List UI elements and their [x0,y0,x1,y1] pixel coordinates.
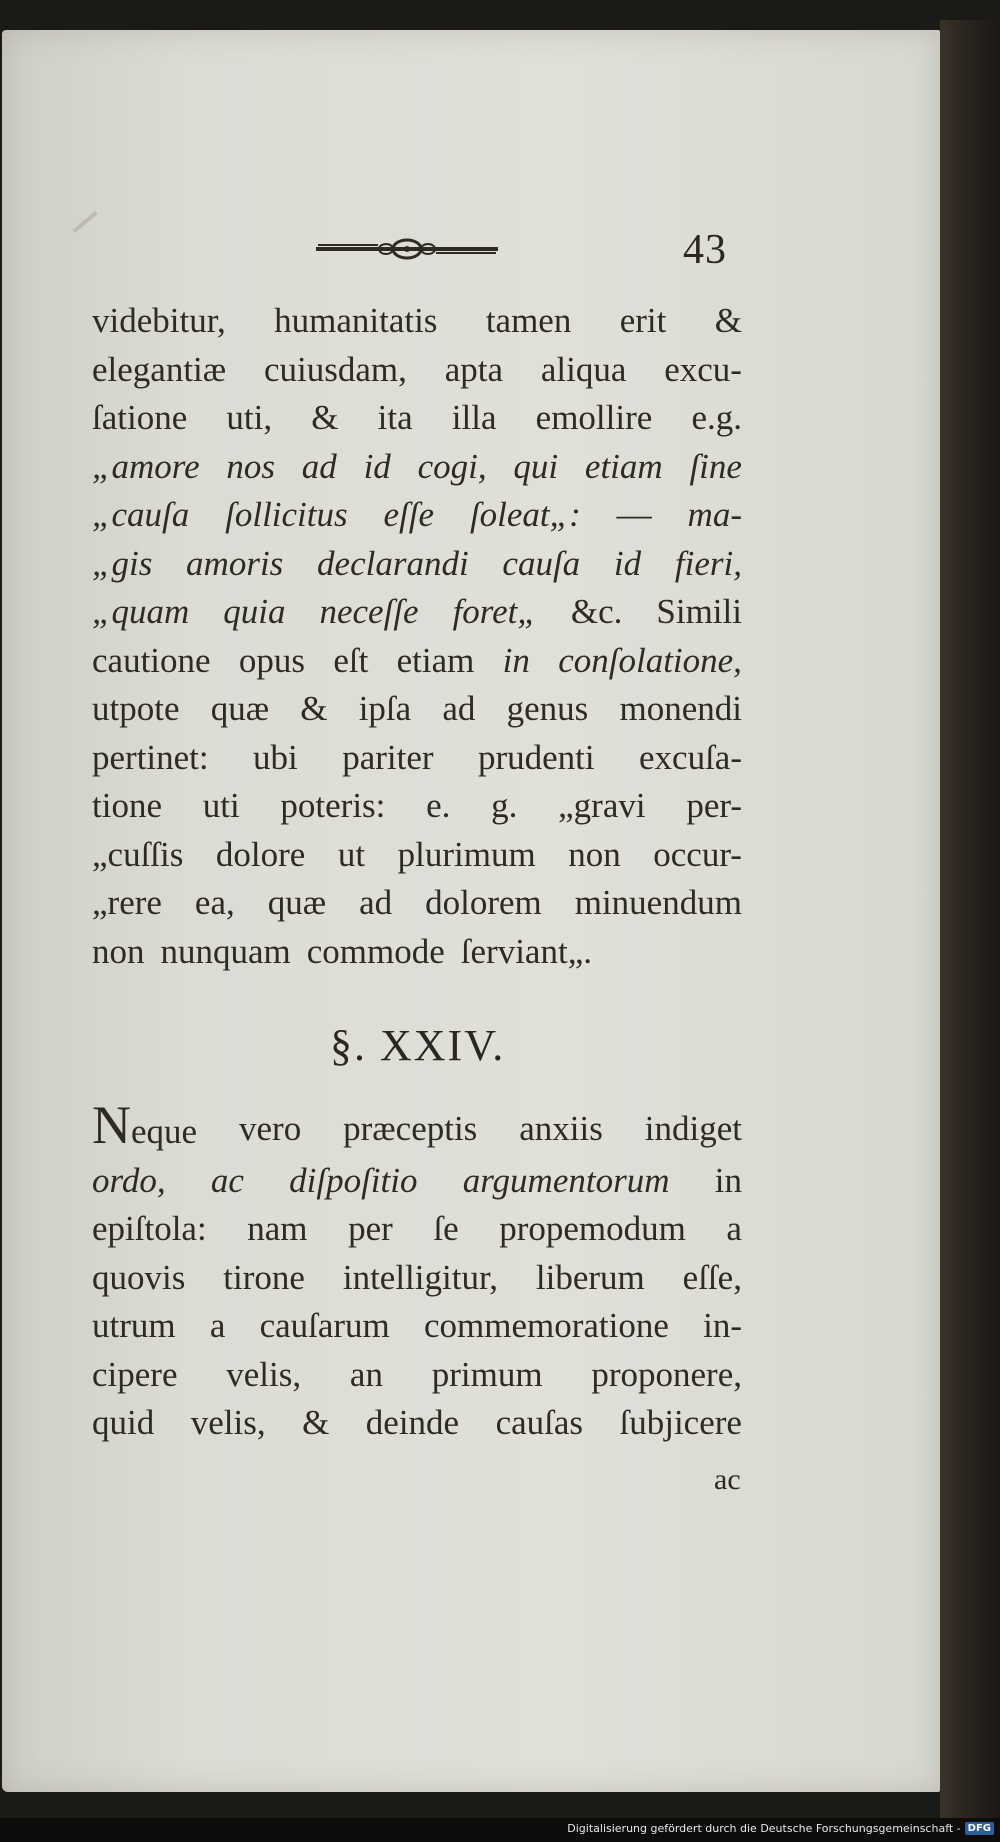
word: — [616,495,652,534]
text-line [92,1399,742,1448]
word: poteris: [280,786,386,825]
word: fieri, [674,543,742,583]
footer-credit [567,1822,994,1835]
word: uti, [226,398,273,437]
word: g. [491,786,518,825]
word: vero [239,1109,302,1148]
word: ordo, [92,1160,166,1200]
word: occur- [653,834,742,874]
word: etiam [584,446,663,486]
word: e.g. [691,398,742,437]
word: minuendum [574,883,742,922]
text-line [92,1351,742,1400]
text-line [92,443,742,492]
paragraph-1 [92,297,742,976]
word: cipere [92,1354,178,1394]
word: &c. [570,592,623,631]
word: liberum [535,1257,645,1297]
text-line [92,1302,742,1351]
word: declarandi [317,543,469,583]
text-line [92,297,742,346]
word: in [714,1160,742,1200]
word: nunquam [160,931,291,971]
page-number: 43 [683,227,727,273]
text-line [92,491,742,540]
text-line [92,1095,742,1157]
word: argumentorum [462,1160,670,1200]
word: ea, [194,883,235,922]
word: apta [444,349,503,389]
word: videbitur, [92,301,226,340]
text-line [92,540,742,589]
text-line [92,928,742,977]
word: ad [442,689,476,728]
dfg-logo: DFG [965,1822,994,1835]
word: tirone [223,1257,305,1297]
text-line [92,394,742,443]
word: quæ [210,689,270,728]
word: & [302,1403,330,1442]
text-line [92,1157,742,1206]
word: eſſe [383,495,435,534]
dropcap-word [92,1095,198,1157]
word: humanitatis [274,301,438,340]
text-line [92,588,742,637]
word: velis, [226,1354,302,1394]
word: & [300,689,328,728]
word: aliqua [540,349,627,389]
word: præceptis [343,1109,478,1148]
word: „gis [92,543,153,583]
word: ſerviant„. [460,931,592,971]
word: in [502,640,530,680]
word: cauſas [495,1403,584,1442]
word: a [726,1209,742,1248]
word: ut [337,834,366,874]
word: neceſſe [319,592,419,631]
word: foret„ [452,592,537,631]
book-edge [940,20,1000,1820]
word: intelligitur, [342,1257,498,1297]
text-line [92,782,742,831]
word: plurimum [397,834,536,874]
word: erit [619,301,667,340]
word: & [311,398,339,437]
word: cauſa [502,543,581,583]
word: ſatione [92,398,188,437]
word: tamen [485,301,572,340]
word: cautione [92,640,211,680]
word: tione [92,786,162,825]
word: a [209,1306,226,1345]
word: ſe [433,1209,459,1248]
word: ubi [253,737,298,777]
text-line [92,879,742,928]
word: quia [223,592,286,631]
word: ad [359,883,393,922]
word: ac [210,1160,244,1200]
word: dolore [215,834,306,874]
word: prudenti [477,737,595,777]
word: indiget [644,1109,742,1148]
word: „rere [92,883,162,922]
word: ſine [689,446,742,486]
word: e. [426,786,451,825]
word: epiſtola: [92,1209,207,1248]
word: quovis [92,1257,186,1297]
word: quæ [267,883,327,922]
text-line [92,1205,742,1254]
word: utrum [92,1306,176,1345]
word: in- [703,1306,742,1345]
footer-credit-text: Digitalisierung gefördert durch die Deutsche Forschungsgemeinschaft - [567,1822,961,1835]
word: „amore [92,446,200,486]
word: id [363,446,391,486]
text-line [92,1254,742,1303]
word: per- [686,786,742,825]
word: propemodum [499,1209,686,1248]
word: excu- [664,349,742,389]
word: commemoratione [423,1306,669,1345]
word: amoris [186,543,284,583]
word: nos [226,446,276,486]
word: eque [131,1112,198,1151]
catchword: ac [714,1463,741,1496]
word: cogi, [417,446,487,486]
word: „gravi [558,786,646,825]
text-line [92,685,742,734]
word: qui [513,446,559,486]
word: an [349,1354,383,1394]
word: etiam [396,640,475,680]
word: diſpoſitio [289,1160,418,1200]
word: „cuſſis [92,834,184,874]
word: ſollicitus [225,495,348,534]
word: illa [451,398,497,437]
word: eſſe, [682,1257,742,1297]
text-line [92,734,742,783]
word: conſolatione, [558,640,742,680]
word: ma- [687,495,742,534]
word: ſoleat„: [469,495,581,534]
word: non [92,931,145,971]
word: nam [247,1209,308,1248]
word: pariter [342,737,434,777]
word: ipſa [358,689,412,728]
word: quid [92,1403,155,1442]
word: ita [377,398,413,437]
word: cuiusdam, [263,349,407,389]
word: pertinet: [92,737,209,777]
word: genus [506,689,589,728]
word: uti [202,786,240,825]
word: velis, [190,1403,266,1442]
text-line [92,346,742,395]
word: ad [301,446,337,486]
word: non [568,834,621,874]
word: „quam [92,592,190,631]
word: anxiis [519,1109,603,1148]
word: emollire [535,398,653,437]
word: Simili [656,592,742,631]
drop-cap: N [92,1095,131,1155]
text-line [92,637,742,686]
word: primum [431,1354,543,1394]
word: & [714,301,742,340]
word: id [613,543,642,583]
paragraph-2 [92,1095,742,1448]
word: ſubjicere [619,1403,742,1442]
word: monendi [619,689,742,728]
word: opus [238,640,305,680]
word: commode [306,931,445,971]
section-heading: §. XXIV. [330,1021,506,1070]
word: „cauſa [92,495,190,534]
word: eſt [333,640,369,680]
word: cauſarum [259,1306,390,1345]
word: deinde [365,1403,460,1442]
word: per [348,1209,393,1248]
word: elegantiæ [92,349,227,389]
header-ornament [316,238,498,260]
word: dolorem [425,883,542,922]
text-line [92,831,742,880]
word: proponere, [591,1354,742,1394]
word: utpote [92,689,180,728]
word: excuſa- [639,737,742,777]
